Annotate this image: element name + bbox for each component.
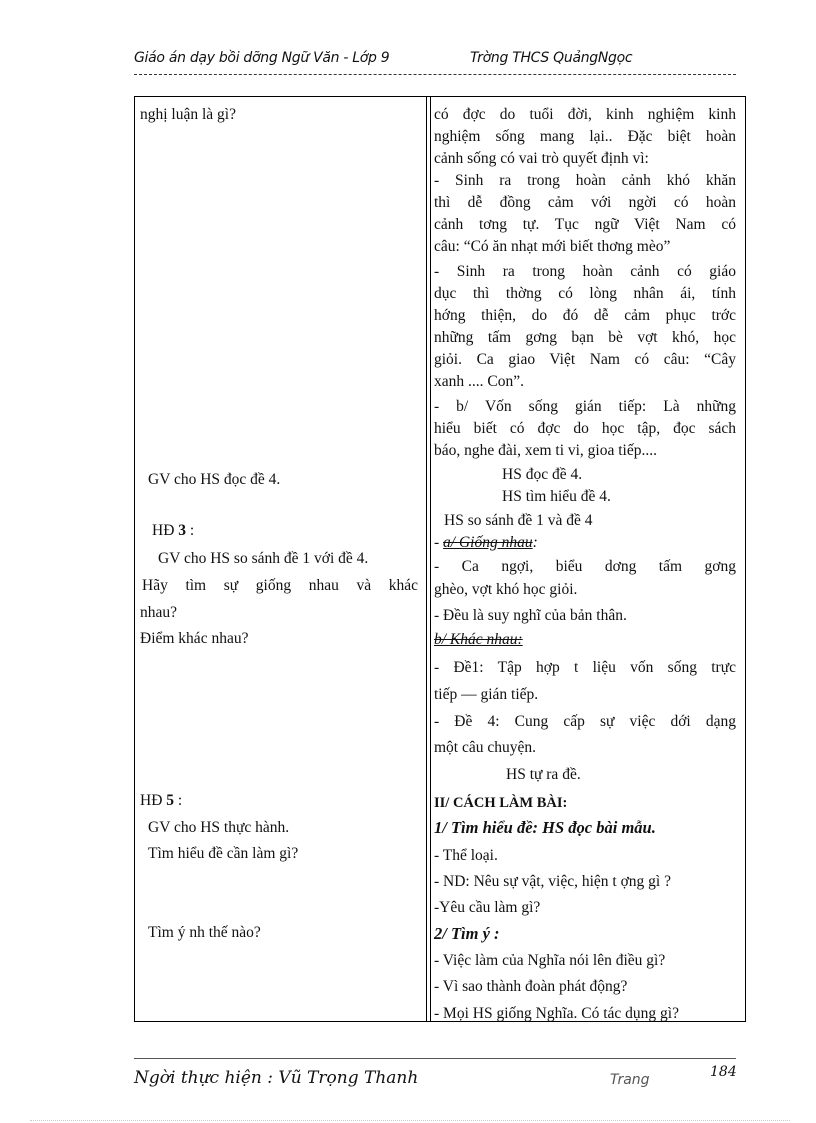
left-line-1: nghị luận là gì? — [140, 106, 236, 123]
left-line-4: GV cho HS so sánh đề 1 với đề 4. — [158, 550, 369, 567]
left-line-11: Tìm ý nh thế nào? — [148, 924, 261, 941]
right-line-22: ghèo, vợt khó học giỏi. — [434, 581, 578, 598]
table-divider-b — [430, 97, 431, 1021]
bottom-dotted-border — [30, 1120, 790, 1121]
right-line-13: xanh .... Con”. — [434, 373, 524, 390]
table-border-left — [134, 97, 135, 1021]
activity-heading-3: HĐ 3 : — [152, 522, 195, 539]
footer-divider — [134, 1058, 736, 1059]
page-header — [134, 50, 734, 74]
right-line-23: - Đều là suy nghĩ của bản thân. — [434, 607, 627, 624]
left-line-10: Tìm hiểu đề cần làm gì? — [148, 845, 299, 862]
right-line-26: tiếp — gián tiếp. — [434, 686, 539, 703]
right-line-4: - Sinh ra trong hoàn cảnh khó khăn — [434, 172, 736, 189]
right-line-1: có đợc do tuổi đời, kinh nghiệm kinh — [434, 106, 736, 123]
right-line-37: - Vì sao thành đoàn phát động? — [434, 978, 628, 995]
right-line-12: giỏi. Ca giao Việt Nam có câu: “Cây — [434, 351, 736, 368]
right-line-36: - Việc làm của Nghĩa nói lên điều gì? — [434, 952, 666, 969]
right-line-34: -Yêu cầu làm gì? — [434, 899, 541, 916]
right-line-6: cảnh tơng tự. Tục ngữ Việt Nam có — [434, 216, 736, 233]
footer-page-number: 184 — [710, 1064, 737, 1080]
right-line-25: - Đề1: Tập hợp t liệu vốn sống trực — [434, 659, 736, 676]
lesson-table — [134, 96, 746, 1022]
right-line-7: câu: “Có ăn nhạt mới biết thơng mèo” — [434, 238, 671, 255]
right-line-5: thì dễ đồng cảm với ngời có hoàn — [434, 194, 736, 211]
right-line-33: - ND: Nêu sự vật, việc, hiện t ợng gì ? — [434, 873, 671, 890]
subheading-understand-topic: 1/ Tìm hiểu đề: HS đọc bài mẫu. — [434, 818, 656, 837]
header-lesson-title: Giáo án dạy bồi dỡng Ngữ Văn - Lớp 9 — [134, 50, 390, 66]
footer-page-label: Trang — [610, 1072, 650, 1088]
left-line-2: GV cho HS đọc đề 4. — [148, 471, 281, 488]
left-line-9: GV cho HS thực hành. — [148, 819, 290, 836]
difference-heading: b/ Khác nhau: — [434, 631, 523, 648]
right-line-16: báo, nghe đài, xem ti vi, gioa tiếp.... — [434, 442, 657, 459]
right-line-18: HS tìm hiểu đề 4. — [502, 488, 611, 505]
subheading-find-ideas: 2/ Tìm ý : — [434, 924, 500, 943]
right-line-15: hiểu biết có đợc do học tập, đọc sách — [434, 420, 736, 437]
similarity-heading: - a/ Giống nhau: — [434, 534, 538, 551]
right-line-2: nghiệm sống mang lại.. Đặc biệt hoàn — [434, 128, 736, 145]
right-line-10: hớng thiện, do đó dễ cảm phục trớc — [434, 307, 736, 324]
right-line-27: - Đề 4: Cung cấp sự việc dới dạng — [434, 713, 736, 730]
right-line-17: HS đọc đề 4. — [502, 466, 583, 483]
left-line-6: nhau? — [140, 604, 178, 621]
table-divider-a — [426, 97, 427, 1021]
right-line-28: một câu chuyện. — [434, 739, 537, 756]
footer-author: Ngời thực hiện : Vũ Trọng Thanh — [134, 1068, 419, 1088]
header-divider — [134, 74, 736, 75]
left-line-7: Điểm khác nhau? — [140, 630, 249, 647]
right-line-38: - Mọi HS giống Nghĩa. Có tác dụng gì? — [434, 1005, 679, 1021]
header-school: Trờng THCS QuảngNgọc — [470, 50, 633, 66]
right-line-9: dục thì thờng có lòng nhân ái, tính — [434, 285, 736, 302]
right-line-21: - Ca ngợi, biểu dơng tấm gơng — [434, 558, 736, 575]
table-border-right — [745, 97, 746, 1021]
right-line-8: - Sinh ra trong hoàn cảnh có giáo — [434, 263, 736, 280]
right-line-11: những tấm gơng bạn bè vợt khó, học — [434, 329, 736, 346]
section-heading-method: II/ CÁCH LÀM BÀI: — [434, 795, 568, 811]
left-line-5: Hãy tìm sự giống nhau và khác — [142, 577, 418, 594]
activity-heading-5: HĐ 5 : — [140, 792, 183, 809]
right-line-3: cảnh sống có vai trò quyết định vì: — [434, 150, 649, 167]
right-line-29: HS tự ra đề. — [506, 766, 581, 783]
right-line-19: HS so sánh đề 1 và đề 4 — [444, 512, 593, 529]
right-line-32: - Thể loại. — [434, 847, 498, 864]
right-line-14: - b/ Vốn sống gián tiếp: Là những — [434, 398, 736, 415]
